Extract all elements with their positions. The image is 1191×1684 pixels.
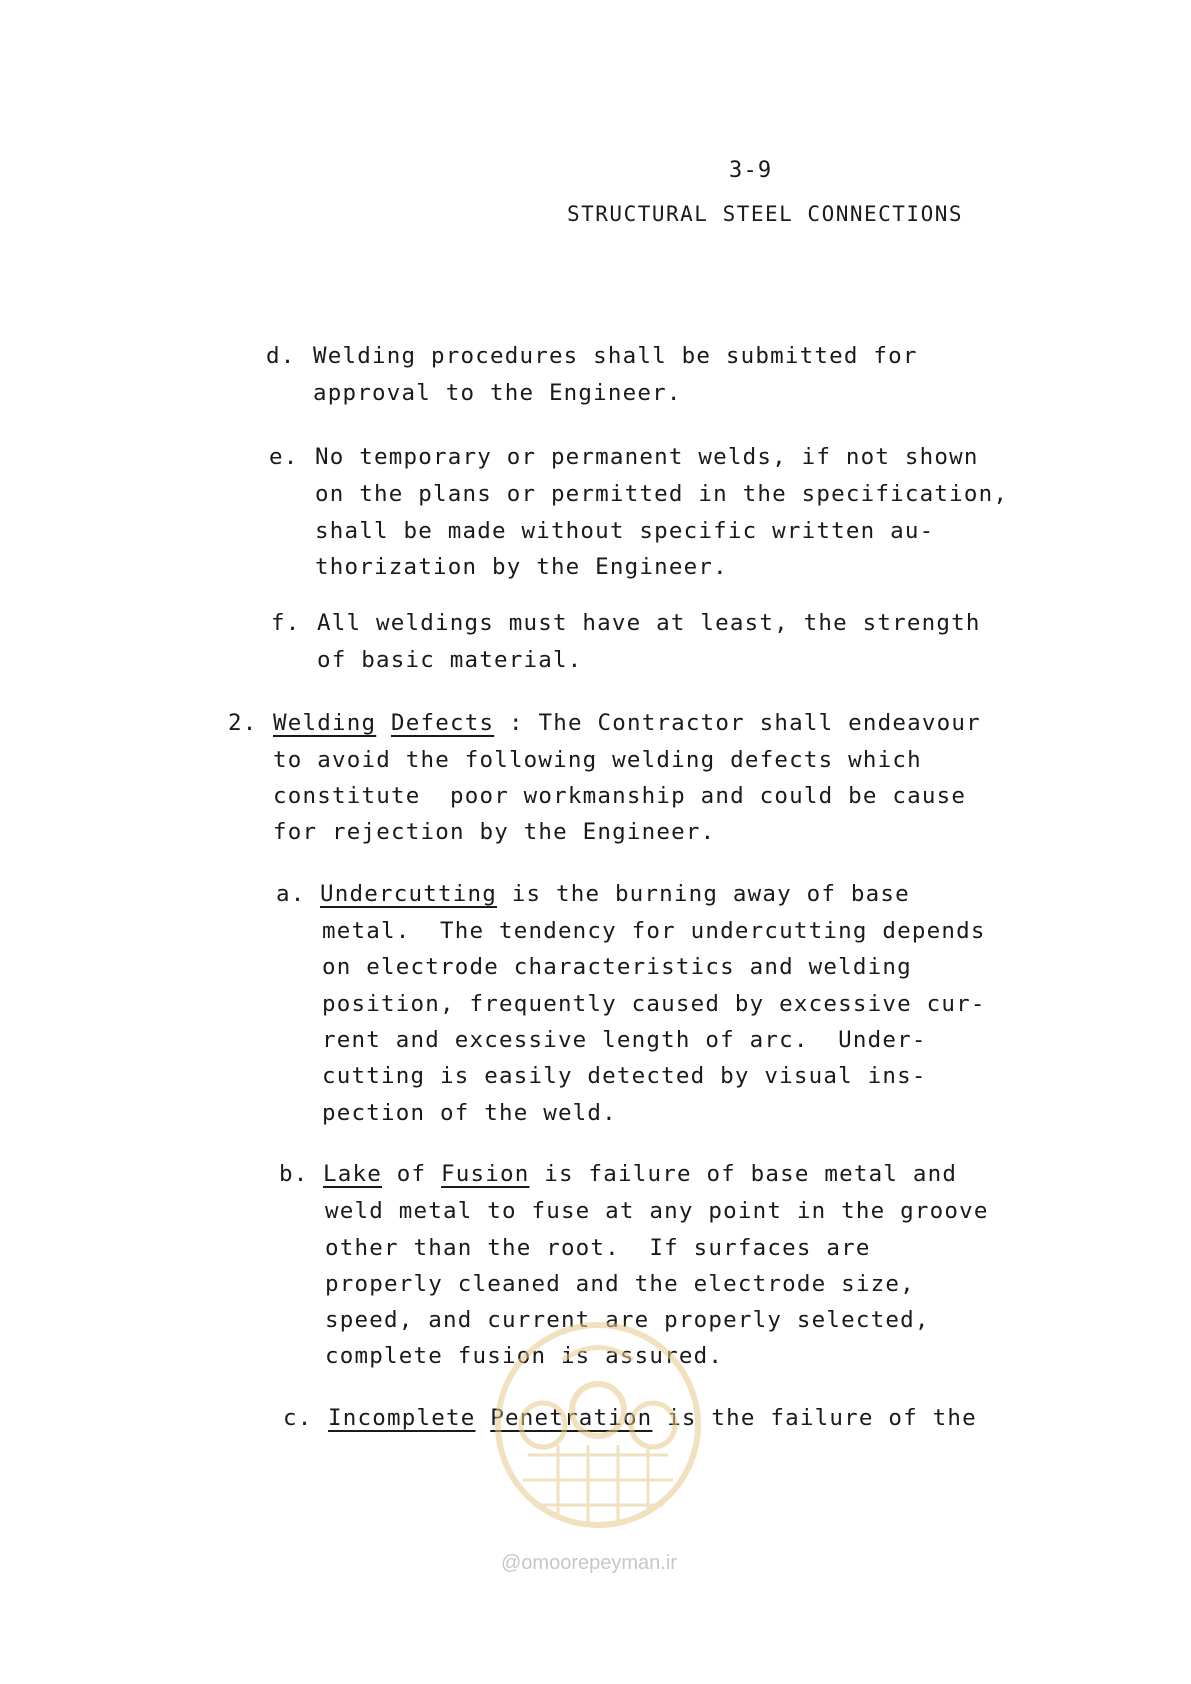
term-undercutting: Undercutting — [320, 881, 497, 907]
item-d-line-1: Welding procedures shall be submitted for — [313, 343, 918, 369]
defect-b-line-1 — [323, 1156, 957, 1193]
defect-a-marker: a. — [276, 881, 306, 907]
section-2-line-4: for rejection by the Engineer. — [273, 819, 716, 845]
page-number: 3-9 — [729, 158, 773, 183]
section-2-heading — [273, 705, 981, 742]
watermark-scale-icon — [521, 1403, 565, 1447]
watermark-ring — [498, 1325, 698, 1525]
watermark-text: @omoorepeyman.ir — [501, 1552, 677, 1574]
watermark-script-mark — [563, 1348, 633, 1361]
defect-a-line-7: pection of the weld. — [322, 1100, 617, 1126]
item-e-line-1: No temporary or permanent welds, if not shown — [315, 444, 979, 470]
item-f-line-1: All weldings must have at least, the strength — [317, 610, 981, 636]
item-f-marker: f. — [271, 610, 301, 636]
defect-a-first-rest: is the burning away of base — [496, 881, 910, 907]
defect-b-first-rest: is failure of base metal and — [529, 1161, 958, 1187]
item-e-line-3: shall be made without specific written au- — [315, 518, 935, 544]
defect-b-line-3: other than the root. If surfaces are — [325, 1235, 871, 1261]
item-f-line-2: of basic material. — [317, 647, 583, 673]
term-lake: Lake — [323, 1161, 382, 1187]
section-2-number: 2. — [228, 710, 258, 736]
defect-a-line-6: cutting is easily detected by visual ins- — [322, 1063, 927, 1089]
defect-a-line-1 — [320, 876, 910, 913]
term-incomplete: Incomplete — [328, 1405, 476, 1431]
term-fusion: Fusion — [441, 1161, 530, 1187]
heading-separator: : — [494, 710, 539, 736]
defect-b-marker: b. — [279, 1161, 309, 1187]
item-e-marker: e. — [269, 444, 299, 470]
watermark-logo — [488, 1315, 708, 1555]
section-2-line-2: to avoid the following welding defects which — [273, 747, 922, 773]
defect-b-line-2: weld metal to fuse at any point in the groove — [325, 1198, 989, 1224]
defect-a-line-5: rent and excessive length of arc. Under- — [322, 1027, 927, 1053]
section-2-line-3: constitute poor workmanship and could be cause — [273, 783, 967, 809]
defect-c-marker: c. — [283, 1405, 313, 1431]
defect-b-between: of — [382, 1161, 441, 1187]
heading-word-defects: Defects — [390, 710, 495, 736]
defect-a-line-3: on electrode characteristics and welding — [322, 954, 912, 980]
item-d-line-2: approval to the Engineer. — [313, 380, 682, 406]
item-d-marker: d. — [266, 343, 296, 369]
heading-word-welding: Welding — [273, 710, 377, 736]
defect-b-line-4: properly cleaned and the electrode size, — [325, 1271, 915, 1297]
watermark-gear-icon — [572, 1384, 624, 1436]
defect-c-first-rest: is the failure of the — [652, 1405, 977, 1431]
defect-a-line-2: metal. The tendency for undercutting depends — [322, 918, 986, 944]
defect-a-line-4: position, frequently caused by excessive cur- — [322, 991, 986, 1017]
item-e-line-2: on the plans or permitted in the specification, — [315, 481, 1009, 507]
item-e-line-4: thorization by the Engineer. — [315, 554, 728, 580]
running-title: STRUCTURAL STEEL CONNECTIONS — [567, 202, 964, 226]
section-2-intro-first: The Contractor shall endeavour — [538, 710, 981, 736]
defect-b-line-5: speed, and current are properly selected, — [325, 1307, 930, 1333]
term-penetration: Penetration — [490, 1405, 653, 1431]
watermark-excavator-icon — [631, 1403, 675, 1447]
defect-b-line-6: complete fusion is assured. — [325, 1343, 724, 1369]
